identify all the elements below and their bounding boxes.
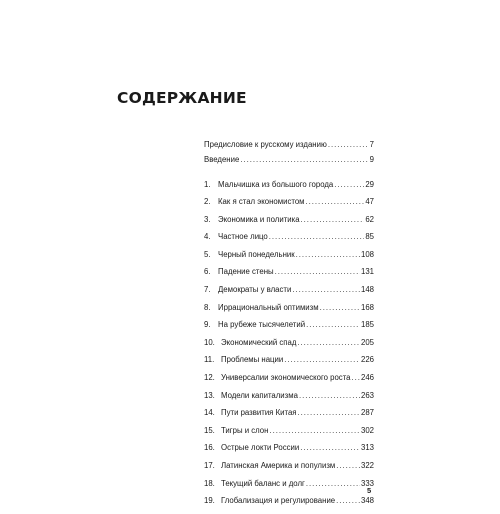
toc-entry[interactable] (204, 355, 374, 365)
dot-leader (320, 303, 360, 313)
toc-entry[interactable] (204, 267, 374, 277)
chapter-number: 1. (204, 179, 211, 189)
dot-leader (306, 197, 365, 207)
entry-page: 185 (360, 320, 374, 330)
front-matter-list (204, 140, 374, 165)
entry-page: 148 (360, 285, 374, 295)
entry-title: Падение стены (218, 267, 274, 277)
entry-title: Частное лицо (218, 232, 268, 242)
dot-leader (336, 496, 360, 506)
dot-leader (336, 461, 360, 471)
entry-page: 168 (360, 302, 374, 312)
entry-page: 263 (360, 390, 374, 400)
chapter-number: 14. (204, 408, 215, 418)
chapter-number: 4. (204, 232, 211, 242)
chapter-number: 15. (204, 425, 215, 435)
toc-entry[interactable] (204, 197, 374, 207)
toc-entry[interactable] (204, 496, 374, 506)
entry-title: На рубеже тысячелетий (218, 320, 306, 330)
toc-title: СОДЕРЖАНИЕ (117, 89, 247, 107)
dot-leader (298, 408, 360, 418)
entry-page: 7 (369, 140, 374, 149)
dot-leader (306, 320, 360, 330)
toc-entry[interactable] (204, 215, 374, 225)
entry-page: 47 (365, 197, 374, 207)
toc-entry[interactable] (204, 426, 374, 436)
entry-page: 131 (360, 267, 374, 277)
toc-entry[interactable] (204, 232, 374, 242)
toc-entry[interactable] (204, 443, 374, 453)
dot-leader (269, 426, 360, 436)
entry-title: Иррациональный оптимизм (218, 302, 319, 312)
entry-page: 333 (360, 478, 374, 488)
chapter-number: 6. (204, 267, 211, 277)
toc-entry[interactable] (204, 303, 374, 313)
chapter-number: 7. (204, 285, 211, 295)
toc-entry[interactable] (204, 285, 374, 295)
dot-leader (300, 443, 360, 453)
entry-title: Текущий баланс и долг (221, 478, 305, 488)
dot-leader (297, 338, 360, 348)
entry-title: Экономика и политика (218, 214, 300, 224)
chapter-list (204, 180, 374, 507)
entry-title: Пути развития Китая (221, 408, 297, 418)
entry-page: 205 (360, 337, 374, 347)
chapter-number: 19. (204, 496, 215, 506)
chapter-number: 3. (204, 214, 211, 224)
entry-title: Модели капитализма (221, 390, 298, 400)
entry-page: 348 (360, 496, 374, 506)
entry-page: 226 (360, 355, 374, 365)
chapter-number: 13. (204, 390, 215, 400)
chapter-number: 16. (204, 443, 215, 453)
chapter-number: 2. (204, 197, 211, 207)
dot-leader (299, 391, 360, 401)
entry-title: Острые локти России (221, 443, 300, 453)
entry-page: 322 (360, 461, 374, 470)
toc-entry[interactable] (204, 408, 374, 418)
entry-title: Экономический спад (221, 337, 297, 347)
entry-title: Черный понедельник (218, 249, 295, 259)
entry-page: 9 (369, 154, 374, 164)
page-number: 5 (367, 486, 372, 495)
dot-leader (284, 355, 360, 365)
entry-page: 302 (360, 425, 374, 435)
entry-title: Демократы у власти (218, 285, 292, 295)
chapter-number: 8. (204, 302, 211, 312)
entry-title: Тигры и слон (221, 425, 269, 435)
dot-leader (292, 285, 360, 295)
entry-page: 313 (360, 443, 374, 453)
entry-page: 287 (360, 408, 374, 418)
toc-entry[interactable] (204, 373, 374, 383)
dot-leader (275, 267, 360, 277)
entry-title: Как я стал экономистом (218, 197, 305, 207)
toc-entry[interactable] (204, 140, 374, 150)
entry-page: 62 (365, 214, 374, 224)
dot-leader (352, 373, 360, 383)
toc-entry[interactable] (204, 461, 374, 471)
toc-entry[interactable] (204, 338, 374, 348)
chapter-number: 9. (204, 320, 211, 330)
entry-title: Мальчишка из большого города (218, 179, 334, 189)
entry-title: Проблемы нации (221, 355, 284, 365)
table-of-contents (204, 140, 374, 514)
dot-leader (240, 155, 368, 165)
toc-entry[interactable] (204, 250, 374, 260)
dot-leader (296, 250, 360, 260)
chapter-number: 5. (204, 249, 211, 259)
entry-page: 108 (360, 249, 374, 259)
dot-leader (269, 232, 365, 242)
entry-title: Универсалии экономического роста (221, 373, 351, 383)
entry-page: 246 (360, 373, 374, 383)
entry-title: Введение (204, 154, 240, 164)
chapter-number: 17. (204, 461, 215, 470)
chapter-number: 10. (204, 337, 215, 347)
toc-entry[interactable] (204, 320, 374, 330)
toc-entry[interactable] (204, 180, 374, 190)
chapter-number: 12. (204, 373, 215, 383)
toc-entry[interactable] (204, 391, 374, 401)
dot-leader (334, 180, 364, 190)
entry-title: Предисловие к русскому изданию (204, 140, 327, 149)
dot-leader (328, 140, 369, 150)
toc-entry[interactable] (204, 479, 374, 489)
dot-leader (301, 215, 365, 225)
chapter-number: 11. (204, 355, 215, 365)
entry-title: Латинская Америка и популизм (221, 461, 336, 470)
entry-page: 29 (365, 179, 374, 189)
toc-entry[interactable] (204, 155, 374, 165)
entry-page: 85 (365, 232, 374, 242)
dot-leader (306, 479, 360, 489)
chapter-number: 18. (204, 478, 215, 488)
entry-title: Глобализация и регулирование (221, 496, 336, 506)
